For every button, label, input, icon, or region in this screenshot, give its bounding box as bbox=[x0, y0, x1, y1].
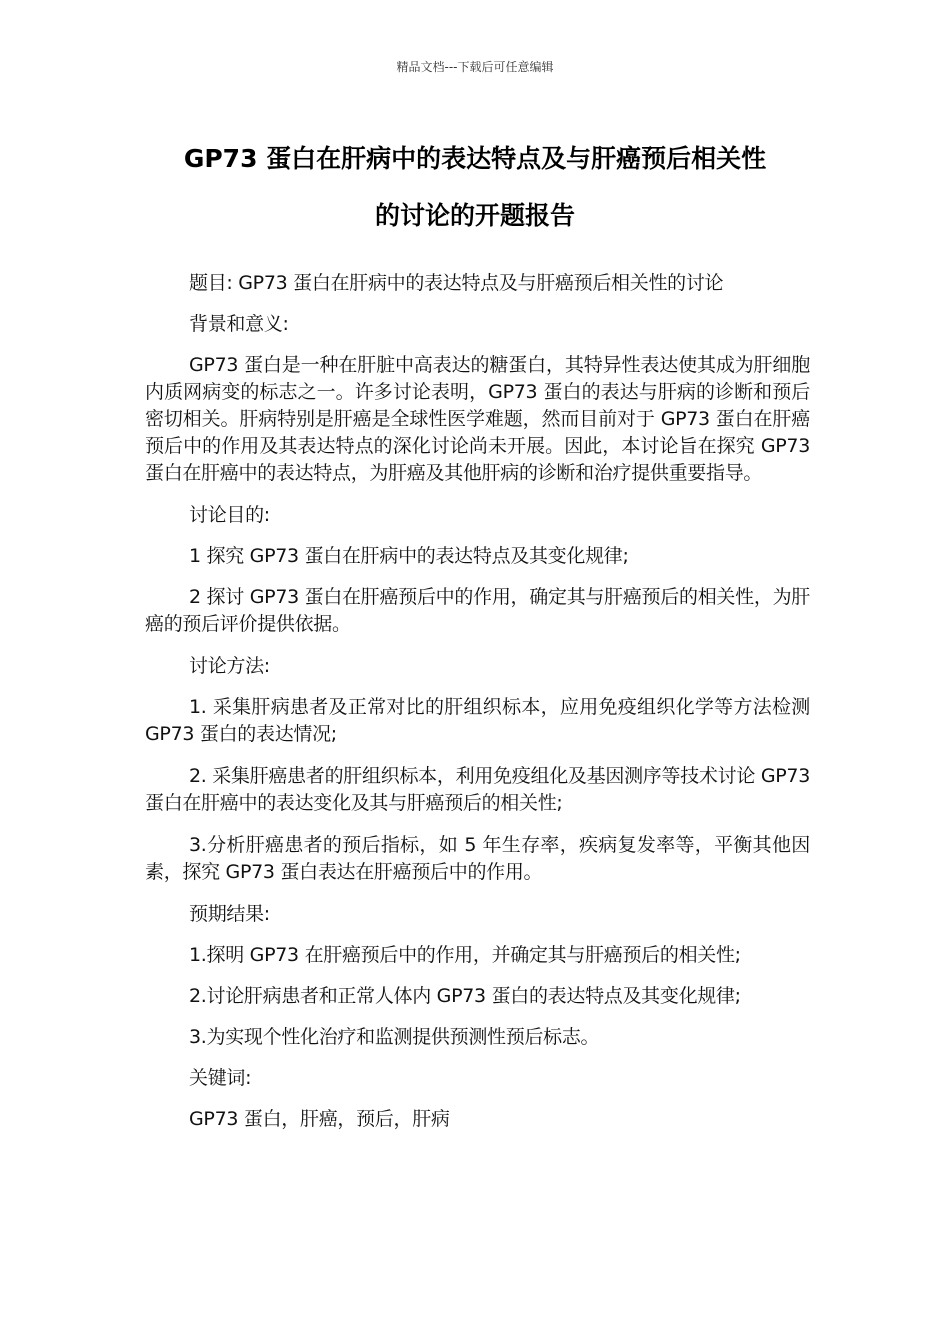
method-item-3: 3.分析肝癌患者的预后指标，如 5 年生存率，疾病复发率等，平衡其他因素，探究 GP73 蛋白表达在肝癌预后中的作用。 bbox=[145, 834, 810, 883]
document-title-line-2: 的讨论的开题报告 bbox=[374, 201, 575, 230]
section-heading-expected-results: 预期结果: bbox=[189, 903, 270, 925]
keywords-line: GP73 蛋白，肝癌，预后，肝病 bbox=[189, 1108, 450, 1130]
background-paragraph: GP73 蛋白是一种在肝脏中高表达的糖蛋白，其特异性表达使其成为肝细胞内质网病变的标志之一。许多讨论表明，GP73 蛋白的表达与肝病的诊断和预后密切相关。肝病特别是肝癌是全球性医学难题，然而目前对于 GP73 蛋白在肝癌预后中的作用及其表达特点的深化讨论尚未开展。因此，本讨论旨在探究 GP73 蛋白在肝癌中的表达特点，为肝癌及其他肝病的诊断和治疗提供重要指导。 bbox=[145, 354, 810, 484]
section-heading-methods: 讨论方法: bbox=[189, 655, 270, 677]
topic-line: 题目: GP73 蛋白在肝病中的表达特点及与肝癌预后相关性的讨论 bbox=[189, 272, 724, 294]
method-item-1: 1. 采集肝病患者及正常对比的肝组织标本，应用免疫组织化学等方法检测 GP73 蛋白的表达情况; bbox=[145, 696, 810, 745]
section-heading-keywords: 关键词: bbox=[189, 1067, 252, 1089]
objective-item-1: 1 探究 GP73 蛋白在肝病中的表达特点及其变化规律; bbox=[189, 545, 629, 567]
document-title-line-1: GP73 蛋白在肝病中的表达特点及与肝癌预后相关性 bbox=[183, 144, 767, 173]
result-item-1: 1.探明 GP73 在肝癌预后中的作用，并确定其与肝癌预后的相关性; bbox=[189, 944, 741, 966]
header-note: 精品文档---下载后可任意编辑 bbox=[396, 60, 554, 74]
result-item-2: 2.讨论肝病患者和正常人体内 GP73 蛋白的表达特点及其变化规律; bbox=[189, 985, 741, 1007]
document-body bbox=[145, 270, 810, 1147]
result-item-3: 3.为实现个性化治疗和监测提供预测性预后标志。 bbox=[189, 1026, 600, 1048]
section-heading-objectives: 讨论目的: bbox=[189, 504, 270, 526]
objective-item-2: 2 探讨 GP73 蛋白在肝癌预后中的作用，确定其与肝癌预后的相关性，为肝癌的预后评价提供依据。 bbox=[145, 586, 810, 635]
method-item-2: 2. 采集肝癌患者的肝组织标本，利用免疫组化及基因测序等技术讨论 GP73 蛋白在肝癌中的表达变化及其与肝癌预后的相关性; bbox=[145, 765, 810, 814]
section-heading-background: 背景和意义: bbox=[189, 313, 289, 335]
